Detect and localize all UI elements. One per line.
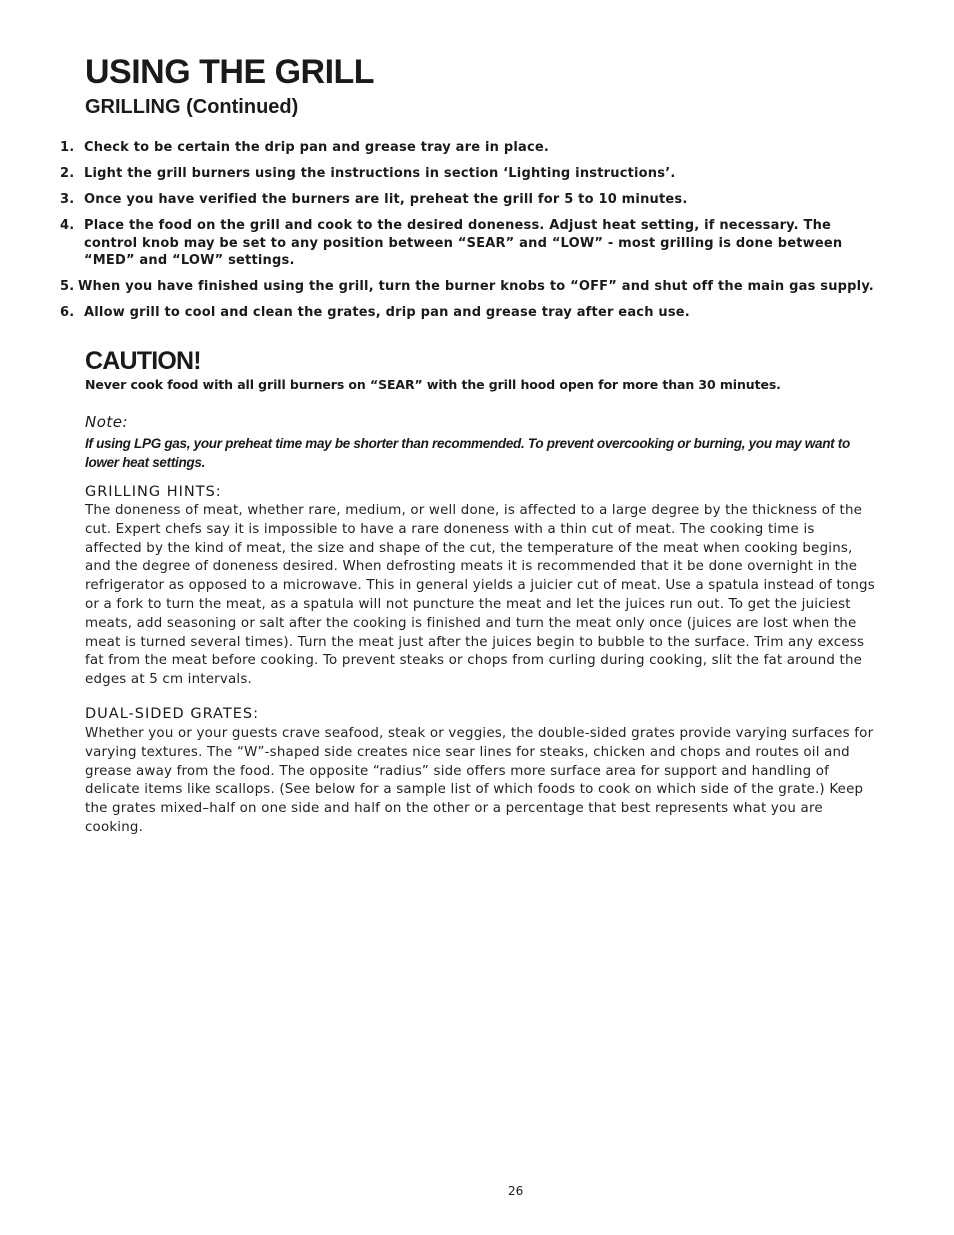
step-6 [60, 304, 880, 322]
step-text: When you have finished using the grill, turn the burner knobs to “OFF” and shut off the main gas supply. [78, 279, 874, 294]
step-number: 2. [60, 166, 75, 181]
step-text: Place the food on the grill and cook to the desired doneness. Adjust heat setting, if necessary. The control knob may be set to any position between “SEAR” and “LOW” - most grilling is done between “MED” and “LOW” settings. [84, 218, 843, 268]
step-5 [60, 278, 880, 296]
step-2 [60, 165, 880, 183]
step-number: 5. [60, 279, 75, 294]
page-subtitle: GRILLING (Continued) [85, 96, 299, 118]
step-1 [60, 139, 880, 157]
page-number: 26 [508, 1184, 524, 1198]
step-number: 1. [60, 140, 75, 155]
step-text: Once you have verified the burners are lit, preheat the grill for 5 to 10 minutes. [84, 192, 688, 207]
grilling-hints-body: The doneness of meat, whether rare, medium, or well done, is affected to a large degree by the thickness of the cut. Expert chefs say it is impossible to have a rare doneness with a thin cut of meat. The cooking time is affected by the kind of meat, the size and shape of the cut, the temperature of the meat when cooking begins, and the degree of doneness desired. When defrosting meats it is recommended that it be done overnight in the refrigerator as opposed to a microwave. This in general yields a juicier cut of meat. Use a spatula instead of tongs or a fork to turn the meat, as a spatula will not puncture the meat and let the juices run out. To get the juiciest meats, add seasoning or salt after the cooking is finished and turn the meat only once (juices are lost when the meat is turned several times). Turn the meat just after the juices begin to bubble to the surface. Trim any excess fat from the meat before cooking. To prevent steaks or chops from curling during cooking, slit the fat around the edges at 5 cm intervals. [85, 503, 875, 688]
step-number: 3. [60, 192, 75, 207]
step-text: Check to be certain the drip pan and grease tray are in place. [84, 140, 550, 155]
caution-text: Never cook food with all grill burners on “SEAR” with the grill hood open for more than 30 minutes. [85, 377, 781, 392]
step-text: Light the grill burners using the instructions in section ‘Lighting instructions’. [84, 166, 676, 181]
step-3 [60, 191, 880, 209]
step-text: Allow grill to cool and clean the grates, drip pan and grease tray after each use. [84, 305, 690, 320]
note-label: Note: [85, 413, 129, 431]
step-number: 4. [60, 218, 75, 233]
step-number: 6. [60, 305, 75, 320]
page-title: USING THE GRILL [85, 53, 375, 91]
step-4 [60, 217, 880, 270]
grilling-steps-list [60, 139, 880, 330]
dual-sided-grates-heading: DUAL-SIDED GRATES: [85, 706, 259, 722]
note-text: If using LPG gas, your preheat time may be shorter than recommended. To prevent overcooking or burning, you may want to lower heat settings. [85, 436, 850, 470]
caution-heading: CAUTION! [85, 347, 201, 375]
grilling-hints-heading: GRILLING HINTS: [85, 484, 222, 500]
dual-sided-grates-body: Whether you or your guests crave seafood, steak or veggies, the double-sided grates provide varying surfaces for varying textures. The “W”-shaped side creates nice sear lines for steaks, chicken and chops and routes oil and grease away from the food. The opposite “radius” side offers more surface area for support and handling of delicate items like scallops. (See below for a sample list of which foods to cook on which side of the grate.) Keep the grates mixed–half on one side and half on the other or a percentage that best represents what you are cooking. [85, 726, 874, 835]
